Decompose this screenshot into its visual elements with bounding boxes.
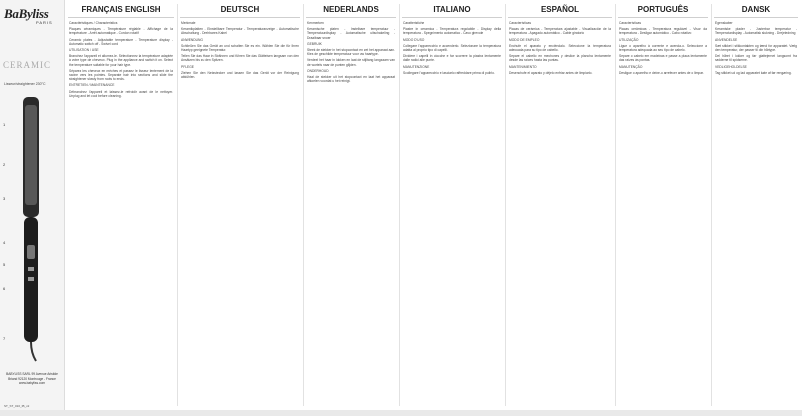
paragraph: Branchez l'appareil et allumez-le. Sélectionnez la température adaptée à votre type de cheveux. Plug in the appliance and switch it on. Select the temperature suitable for your hair type. [69,54,173,67]
section-heading: Egenskaber [715,21,733,25]
column-danish [712,4,800,408]
paragraph: Keramikplatten - Einstellbare Temperatur - Temperaturanzeige - Automatische Abschaltung - Drehbares Kabel [181,27,299,36]
column-heading: ITALIANO [402,4,502,18]
paragraph: Piastre in ceramica - Temperatura regolabile - Display della temperatura - Spegnimento automatico - Cavo girevole [403,27,501,36]
brand-subtitle: PARIS [36,20,53,25]
section-heading: MANTENIMIENTO [509,64,537,69]
column-heading: DEUTSCH [180,4,300,18]
column-italian [400,4,504,408]
diagram-label: 2 [3,162,6,167]
brand-logo: BaByliss [4,6,49,21]
product-name: Lisseur/straightener 230°C [4,82,46,86]
column-heading: FRANÇAIS ENGLISH [68,4,174,18]
section-heading: ANWENDUNG [181,37,203,42]
section-heading: UTILISATION / USE [69,48,99,53]
section-heading: UTILIZAÇÃO [619,37,639,42]
product-line: CERAMIC [3,60,52,70]
section-heading: Caratteristiche [403,21,425,25]
paragraph: Separe el cabello en mechones y deslice la plancha lentamente desde las raíces hasta las puntas. [509,54,611,63]
section-heading: PFLEGE [181,64,195,69]
paragraph: Enchufe el aparato y enciéndalo. Seleccione la temperatura adecuada para su tipo de cabello. [509,43,611,53]
paragraph: Scollegare l'apparecchio e lasciarlo raffreddare prima di pulirlo. [403,70,495,75]
paragraph: Verdeel het haar in lokken en laat de stijltang langzaam van de wortels naar de punten glijden. [307,58,395,67]
paragraph: Plaques céramiques - Température réglable - Affichage de la température - Arrêt automatique - Cordon rotatif [69,27,173,36]
paragraph: Caractéristiques / Characteristics [69,21,118,25]
diagram-label: 3 [3,196,6,201]
paragraph: Del håret i lokker og før glattejernet langsomt fra rødderne til spidserne. [715,54,797,63]
column-heading: DANSK [714,4,798,18]
straightener-illustration-icon [14,95,48,365]
column-dutch [304,4,398,408]
section-heading: GEBRUIK [307,41,322,46]
paragraph: Sæt stikket i stikkontakten og tænd for apparatet. Vælg den temperatur, der passer til din hårtype. [715,43,797,53]
section-heading: MANUTENZIONE [403,64,430,69]
paragraph: Haal de stekker uit het stopcontact en laat het apparaat afkoelen voordat u het reinigt. [307,75,395,84]
paragraph: Schließen Sie das Gerät an und schalten Sie es ein. Wählen Sie die für Ihren Haartyp geeignete Temperatur. [181,43,299,53]
section-heading: MANUTENÇÃO [619,64,643,69]
paragraph: Dividere i capelli in ciocche e far scorrere la piastra lentamente dalle radici alle punte. [403,54,501,63]
diagram-label: 7 [3,336,6,341]
section-heading: Merkmale [181,21,196,25]
paragraph: Séparez les cheveux en mèches et passez le lisseur lentement de la racine vers les pointes. Separate hair into sections and slide the straightener slowly from roots to ends. [69,68,173,82]
section-heading: MODO DE EMPLEO [509,37,540,42]
paragraph: Desenchufe el aparato y déjelo enfriar antes de limpiarlo. [509,70,593,75]
section-heading: MODO D'USO [403,37,425,42]
section-heading: Kenmerken [307,21,324,25]
section-heading: ANVENDELSE [715,37,738,42]
column-french-english [66,4,176,408]
paragraph: Teilen Sie das Haar in Strähnen und führen Sie das Glätteisen langsam von den Ansätzen bis zu den Spitzen. [181,54,299,63]
paragraph: Ziehen Sie den Netzstecker und lassen Sie das Gerät vor der Reinigung abkühlen. [181,70,299,80]
column-heading: PORTUGUÊS [618,4,708,18]
product-panel [0,0,65,410]
column-spanish [506,4,614,408]
paragraph: Keramische platen - Instelbare temperatuur - Temperatuurdisplay - Automatische uitschakeling - Draaibaar snoer [307,27,395,40]
paragraph: Placas de cerámica - Temperatura ajustable - Visualización de la temperatura - Apagado automático - Cable giratorio [509,27,611,36]
column-heading: ESPAÑOL [508,4,612,18]
paragraph: Keramiske plader - Justerbar temperatur - Temperaturdisplay - Automatisk slukning - Drejeledning [715,27,797,36]
paragraph: Ceramic plates - Adjustable temperature - Temperature display - Automatic switch off - Swivel cord [69,37,173,46]
paragraph: Ligue o aparelho à corrente e acenda-o. Seleccione a temperatura adequada ao seu tipo de cabelo. [619,43,707,53]
diagram-label: 1 [3,122,6,127]
document-code: ST_ST_010_IB_v2 [4,404,30,408]
section-heading: ONDERHOUD [307,68,329,73]
paragraph: Tag stikket ud og lad apparatet køle af før rengøring. [715,70,792,75]
company-address: BABYLISS SARL 99 Avenue Aristide Briand 92120 Montrouge - France www.babyliss.com [6,372,58,385]
section-heading: Características [509,21,531,25]
section-heading: Características [619,21,641,25]
column-german [178,4,302,408]
diagram-label: 4 [3,240,6,245]
paragraph: Desligue o aparelho e deixe-o arrefecer antes de o limpar. [619,70,704,75]
paragraph: Steek de stekker in het stopcontact en zet het apparaat aan. Kies de geschikte temperatuur voor uw haartype. [307,48,395,57]
column-heading: NEDERLANDS [306,4,396,18]
paragraph: Débranchez l'appareil et laissez-le refroidir avant de le nettoyer. Unplug and let cool before cleaning. [69,89,173,98]
paragraph: Separe o cabelo em madeixas e passe a placa lentamente das raízes às pontas. [619,54,707,63]
section-heading: VEDLIGEHOLDELSE [715,64,747,69]
diagram-label: 5 [3,262,6,267]
section-heading: ENTRETIEN / MAINTENANCE [69,83,115,88]
paragraph: Placas cerâmicas - Temperatura regulável - Visor da temperatura - Desligar automático - Cabo rotativo [619,27,707,36]
diagram-label: 6 [3,286,6,291]
paragraph: Collegare l'apparecchio e accenderlo. Selezionare la temperatura adatta al proprio tipo di capelli. [403,43,501,53]
column-portuguese [616,4,710,408]
